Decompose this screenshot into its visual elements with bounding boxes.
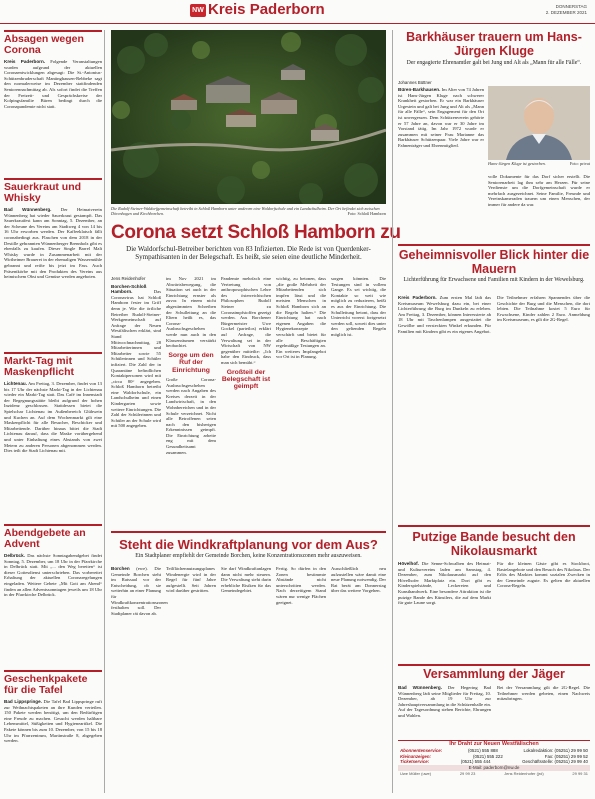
body-text: Borchen (ewe). Die Gemeinde Borchen steht im Ratssaal vor der Entscheidung, ob sie weiterhin an einer Planung für Windkraftkonzentrationszonen festhalten soll. Der Stadtplaner rät davon ab. bbox=[111, 566, 168, 616]
story-divider bbox=[398, 525, 590, 527]
jaeger-text-2: Bei der Versammlung gilt die 2G-Regel. Die Teilnehmer werden gebeten, einen Nachweis mitzubringen. bbox=[497, 685, 590, 702]
body-text: Pandemie mehrfach eine Vertretung von anthroposophischen Lehre des österreichischen Philosophen Rudolf Steiner zu Coronaimpfstoffen gezeigt werden. Aus Borchener Bürgermeister Uwe Gockel (parteilos) erklärt auf Anfrage, die Verwaltung sei in der Wirtschaft von NW gegenüber mitteilte: „Ich habe den Eindruck, dass man sich bemüht.“ bbox=[221, 276, 271, 365]
wind-col-1 bbox=[111, 566, 168, 792]
story-divider bbox=[398, 664, 590, 666]
portrait-image bbox=[488, 86, 590, 160]
brief-tafel bbox=[4, 670, 102, 744]
kluge-text: Büren-Barkhausen. Im Alter von 74 Jahren ist Hans-Jürgen Kluge nach schwerer Krankheit gestorben. Er war ein Barkhäuser Urgestein und galt bei Jung und Alt als „Mann für alle Fälle“, sein Engagement für den Ort ist unvergessen. Dem Schützenverein gehörte er 57 Jahre an, davon war er 30 Jahre im Vorstand tätig. Im Jahr 1972 wurde er zusammen mit seiner Frau Marianne das Barkhäuser Schützenpaar. Viele Jahre war er Fahnenträger und Ehrenmitglied. bbox=[398, 87, 484, 148]
section-title: Kreis Paderborn bbox=[208, 1, 325, 18]
brief-markttag bbox=[4, 352, 102, 454]
column-divider bbox=[392, 30, 393, 793]
body-text: Fertig. So dürfen in den Zonen bestimmte Abstände nicht unterschritten werden. Nach derzeitigem Stand wären nur wenige Flächen geeignet. bbox=[276, 566, 326, 605]
brief-title: Markt-Tag mit Maskenpflicht bbox=[4, 355, 75, 378]
column-divider bbox=[104, 30, 105, 793]
contact-email[interactable]: E-Mail: paderborn@nw.de bbox=[398, 765, 590, 771]
body-text: Teilflächennutzungsplanes Windenergie wird in der Regel für fünf Jahre aufgestellt. Seit Jahren wird darüber gestritten. bbox=[166, 566, 216, 594]
subheading: Sorge um den Ruf der Einrichtung bbox=[168, 351, 214, 374]
nikolaus-headline: Putzige Bande besucht den Nikolausmarkt bbox=[412, 530, 576, 558]
contact-row: Abonnentenservice: (0521) 555 888 Lokalredaktion: (05251) 29 99 50 bbox=[400, 747, 588, 753]
wewelsburg-subline: Lichterführung für Erwachsene und Familien mit Kindern in der Wewelsburg. bbox=[403, 277, 585, 283]
newspaper-logo: NW bbox=[190, 4, 206, 17]
contact-row: Ticketservice: (0521) 555 444 Geschäftsstelle: (05251) 29 99 40 bbox=[400, 759, 588, 765]
main-headline: Corona setzt Schloß Hamborn zu bbox=[111, 222, 401, 243]
wind-subline: Ein Stadtplaner empfiehlt der Gemeinde Borchen, keine Konzentrationszonen mehr auszuweisen. bbox=[135, 553, 362, 559]
jaeger-headline: Versammlung der Jäger bbox=[423, 667, 565, 681]
wind-col-4 bbox=[276, 566, 326, 792]
jaeger-text: Bad Wünnenberg. Der Hegering Bad Wünnenberg lädt seine Mitglieder für Freitag, 10. Dezember, ab 19 Uhr zur Jahreshauptversammlung in die Schützenhalle ein. Auf der Tagesordnung stehen Berichte, Ehrungen und Wahlen. bbox=[398, 685, 491, 718]
contact-title: Ihr Draht zur Neuen Westfälischen bbox=[449, 741, 539, 747]
byline: Johannes Büttner bbox=[398, 80, 432, 85]
wewelsburg-headline: Geheimnisvoller Blick hinter die Mauern bbox=[398, 248, 590, 276]
main-col-1 bbox=[111, 276, 161, 526]
nikolaus-text-2: Für die kleinen Gäste gibt es Stockbrot, Bastelangebote und den Besuch des Nikolaus. Der Erlös des Marktes kommt sozialen Zwecken in der Gemeinde zugute. Es gelten die aktuellen Corona-Regeln. bbox=[497, 561, 590, 589]
sidebar-briefs bbox=[4, 30, 102, 793]
kluge-subline: Der engagierte Ehrenamtler galt bei Jung und Alt als „Mann für alle Fälle“. bbox=[406, 60, 582, 66]
brief-text: Delbrück. Das nächste Sonntagabendgebet findet Sonntag, 5. Dezember, um 18 Uhr in der Pfarrkirche in Delbrück statt. Mit „... den Weg bereiten“ ist dieser Gottesdienst unterschrieben. Das vorbereitet Erhaltung der aktuellen Coronaregelungen eingeladen. Weitere Gebete „Mit Gott am Abend“ finden an allen Adventssonntagen jeweils um 18 Uhr in der Pfarrkirche Delbrück. bbox=[4, 553, 102, 598]
wind-col-3 bbox=[221, 566, 271, 792]
byline: Jens Reidenhofer bbox=[111, 276, 146, 281]
kluge-text-2: volle Dokumente für das Dorf sicher erstellt. Die Seniorenarbeit lag ihm sehr am Herzen. Für seine Verdienste um die Dorfgemeinschaft wurde er mehrfach ausgezeichnet. Seine Familie, Freunde und Vereinskameraden trauern um einen Menschen, der immer für andere da war. bbox=[488, 174, 590, 207]
body-text: sorgen könnten. Die Testungen sind in vollem Gange. Es sei wichtig, die Kontakte so weit wie möglich zu reduzieren, heißt es aus der Einrichtung. Die Schulleitung betont, dass der Unterricht vorerst fortgesetzt werden soll, soweit dies unter den geltenden Regeln möglich ist. bbox=[331, 276, 386, 337]
brief-title: Abendgebete an Advent bbox=[4, 527, 86, 550]
aerial-photo bbox=[111, 30, 386, 204]
editor-signatures: Uwe Müller (uwe) 29 99 23 Jens Reidenhofer (jrd) 29 99 31 bbox=[400, 770, 588, 776]
date: 2. DEZEMBER 2021 bbox=[545, 10, 587, 15]
brief-title: Sauerkraut und Whisky bbox=[4, 181, 82, 204]
subheading: Großteil der Belegschaft ist geimpft bbox=[221, 368, 271, 391]
main-col-2 bbox=[166, 276, 216, 526]
body-text: Ausschließlich neu aufzustellen wäre damit eine neue Planung notwendig. Der Rat berät am Donnerstag über das weitere Vorgehen. bbox=[331, 566, 386, 594]
wind-headline: Steht die Windkraftplanung vor dem Aus? bbox=[119, 537, 378, 552]
brief-abendgebete bbox=[4, 524, 102, 598]
issue-date bbox=[546, 4, 587, 16]
brief-text: Kreis Paderborn. Folgende Veranstaltungen wurden aufgrund der aktuellen Coronaentwicklungen abgesagt: Die St.-Antonius-Schützenbruderschaft Mantinghausen-Rebbeke sagt den normalerweise im Dezember stattfindenden Seniorennachmittag ab. Als sofort findet die Treffen der Freizeit- und Gesprächskreise der Kolpingsfamilie Büren bedingt durch die Coronapandemie nicht statt. bbox=[4, 59, 102, 109]
body-text: Große Corona-Ausbruchsgeschehen werden nach Angaben des Kreises derzeit in der Landwirtschaft, in den Wohnbereichen und in der Schule verzeichnet. Nicht alle Betroffenen seien nach den bisherigen Erkenntnissen geimpft. Die Einrichtung arbeite eng mit dem Gesundheitsamt zusammen. bbox=[166, 376, 216, 455]
wewelsburg-text: Kreis Paderborn. Zum ersten Mal lädt das Kreismuseum Wewelsburg dazu ein, bei einer Lichterführung die Burg im Dunkeln zu erleben. Am Freitag, 3. Dezember, können Interessierte ab 18 Uhr mit Taschenlampen ausgestattet die Gewölbe und versteckten Winkel erkunden. Für Familien mit Kindern gibt es ein eigenes Angebot. bbox=[398, 295, 491, 334]
main-col-3 bbox=[221, 276, 271, 526]
brief-sauerkraut bbox=[4, 178, 102, 280]
castle-aerial-image bbox=[111, 30, 386, 204]
brief-title: Geschenkpakete für die Tafel bbox=[4, 673, 88, 696]
body-text: im Nov 2021 im Abwärtsbewegung, die Situation sei auch in der Einrichtung ernster als zuvor. In einem nicht abgestimmten Schreiben der Schulleitung an die Eltern heißt es, das Corona-Ausbruchsgeschehen werde nun auch in den Klassenräumen verstärkt beobachtet. bbox=[166, 276, 216, 349]
photo-credit: Foto: Schloß Hamborn bbox=[347, 211, 386, 216]
contact-row: Kleinanzeigen: (0521) 555 222 Fax: (05251) 29 99 52 bbox=[400, 753, 588, 759]
weekday: DONNERSTAG bbox=[555, 4, 587, 9]
body-text: Borchen-Schloß Hamborn. Das Coronavirus hat Schloß Hamborn fester im Griff denn je. Wie die örtliche Betreiber Rudolf-Steiner-Werkgemeinschaft auf Anfrage der Neuen Westfälischen erklärt, sind Stand Mittwochnachmittag, 28 Mitarbeiterinnen und Mitarbeiter sowie 55 Schülerinnen und Schüler infiziert. Die Zahl der in Quarantäne befindlichen Kontaktpersonen wird mit „circa 80“ angegeben. Schloß Hamborn betreibt eine Waldorfschule, ein Landschulheim und einen Kindergarten sowie weitere Einrichtungen. Die Zahl der Schülerinnen und Schüler an der Schule wird mit 500 angegeben. bbox=[111, 283, 161, 429]
brief-text: Bad Lippspringe. Die Tafel Bad Lippspringe ruft zur Weihnachtspaketen an ihre Kunden verteilen. 150 Pakete werden benötigt, um den Bedürftigen eine Freude zu machen. Gesucht werden haltbare Lebensmittel, Süßigkeiten und Hygieneartikel. Die Pakete können bis zum 10. Dezember, von 15 bis 18 Uhr im Pfarrzentrum, Martinstraße 8, abgegeben werden. bbox=[4, 699, 102, 744]
portrait-photo bbox=[488, 86, 590, 160]
brief-text: Lichtenau. Am Freitag, 3. Dezember, findet von 13 bis 17 Uhr der nächste Markt-Tag in der Lichtenau wieder ein Markt-Tag statt. Das Café im Innenstadt der Begegnungsstätte bleibt aufgrund der hohen Inzidenz geschlossen. Stattdessen bietet die Spielschar Lichtenau im Außenbereich Glühwein und Kuchen an. Auf dem Wochenmarkt gilt eine Maskenpflicht für alle Besucher, Beschicker und Mitarbeitende. Darüber hinaus bittet die Stadt Lichtenau darauf, dass die Maske vorübergehend und unter Einhaltung eines Abstands von zwei Metern zu anderen Personen abgenommen werden. Dies teilt die Stadt Lichtenau mit. bbox=[4, 381, 102, 454]
brief-text: Bad Wünnenberg. Der Heimatverein Wünnenberg hat wieder Sauerkraut gestampft. Das Sauerkrautfest kann am Sonntag, 5. Dezember, an der Scheune des Vereins am Stadtweg 4 von 14 bis 16 Uhr erworben werden. Der Kaffeeklatsch fällt coronabedingt aus. Flaschen von dem 2018 in der Destille gebrannten Wünnenberger Brennholz gibt es ebenfalls zu kaufen. Dieser Single Barrel Malt Whisky wurde in Zusammenarbeit mit der Wirtheimer Brauerei in der ehemaligen Wassermühle gebrannt und reifte bis jetzt im Fass. Auch Präsentkörbe mit den Produkten des Vereins aus heimischem Obst und Gemüse werden angeboten. bbox=[4, 207, 102, 280]
story-divider bbox=[111, 531, 386, 533]
story-divider bbox=[398, 244, 590, 246]
contact-box bbox=[398, 740, 590, 793]
wind-col-2 bbox=[166, 566, 216, 792]
photo-caption: Die Rudolf-Steiner-Waldorfgemeinschaft betreibt in Schloß Hamborn unter anderem eine Waldorfschule und ein Landschulheim. Der Ort befindet sich zwischen Dörenhagen und Kirchborchen. Foto: Schloß Hamborn bbox=[111, 206, 386, 216]
brief-title: Absagen wegen Corona bbox=[4, 33, 84, 56]
wind-col-5 bbox=[331, 566, 386, 792]
main-col-4 bbox=[276, 276, 326, 526]
portrait-caption: Hans-Jürgen Kluge ist gestorben. Foto: privat bbox=[488, 161, 590, 166]
wewelsburg-text-2: Die Teilnehmer erfahren Spannendes über die Geschichte der Burg und die Menschen, die dort lebten. Die Teilnahme kostet 5 Euro für Erwachsene, Kinder zahlen 2 Euro. Anmeldung im Kreismuseum, es gilt die 2G-Regel. bbox=[497, 295, 590, 323]
kluge-headline: Barkhäuser trauern um Hans-Jürgen Kluge bbox=[406, 30, 582, 58]
body-text: wichtig, zu betonen, dass „die große Mehrheit der Mitarbeitenden sich impfen lässt und die meisten Menschen in Schloß Hamborn sich an die Regeln halten.“ Die Einrichtung hat nach eigenen Angaben die Hygienekonzepte verschärft und bietet für alle Beschäftigten regelmäßige Testungen an. Ein weiteres Impfangebot vor Ort ist in Planung. bbox=[276, 276, 326, 360]
masthead bbox=[0, 0, 595, 24]
body-text: Sie darf Windkraftanlagen dann nicht mehr steuern. Die Verwaltung sieht darin erhebliche Risiken für das Gemeindegebiet. bbox=[221, 566, 271, 594]
nikolaus-text: Hövelhof. Die Senne-Schwalben des Heimat- und Kulturvereins laden am Samstag, 4. Dezember, zum Nikolausmarkt auf den Hövelhofer Marktplatz ein. Dort gibt es Kinderspielstände, Leckereien und Kunsthandwerk. Eine besondere Attraktion ist die putzige Bande des Künstlers, die auf dem Markt für gute Laune sorgt. bbox=[398, 561, 491, 606]
main-subline: Die Waldorfschul-Betreiber berichten von 83 Infizierten. Die Rede ist von Querdenker-Sympathisanten in der Belegschaft. Es heißt, sie seien eine deutliche Minderheit. bbox=[126, 245, 371, 262]
brief-corona bbox=[4, 30, 102, 109]
main-col-5 bbox=[331, 276, 386, 526]
